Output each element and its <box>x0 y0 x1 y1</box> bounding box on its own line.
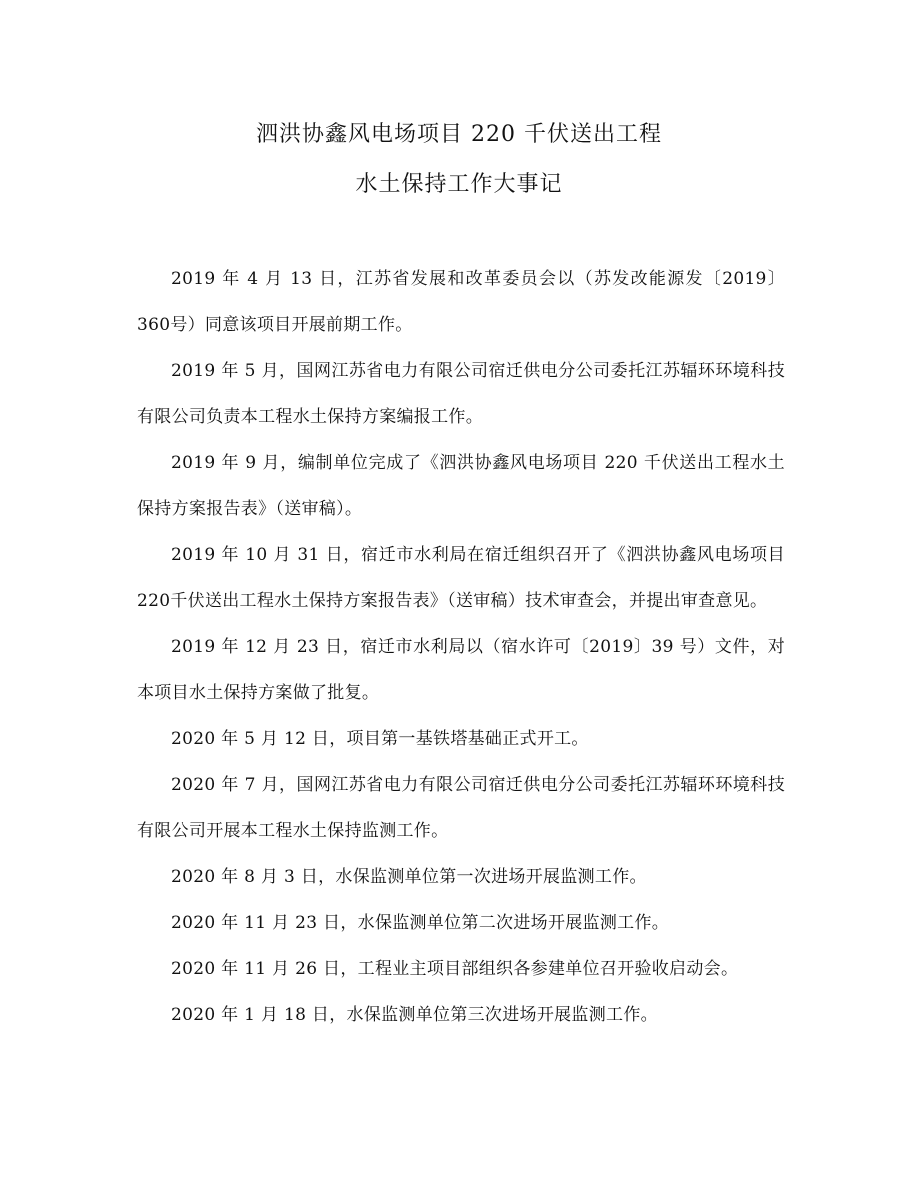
event-paragraph-1: 2019 年 4 月 13 日，江苏省发展和改革委员会以（苏发改能源发〔2019〕360号）同意该项目开展前期工作。 <box>137 269 785 335</box>
event-paragraph-10: 2020 年 11 月 26 日，工程业主项目部组织各参建单位召开验收启动会。 <box>171 959 739 979</box>
document-body <box>137 256 785 1038</box>
event-paragraph-8: 2020 年 8 月 3 日，水保监测单位第一次进场开展监测工作。 <box>171 867 647 887</box>
event-paragraph-5: 2019 年 12 月 23 日，宿迁市水利局以（宿水许可〔2019〕39 号）文件，对本项目水土保持方案做了批复。 <box>137 637 785 703</box>
event-paragraph-4: 2019 年 10 月 31 日，宿迁市水利局在宿迁组织召开了《泗洪协鑫风电场项目 220千伏送出工程水土保持方案报告表》（送审稿）技术审查会，并提出审查意见。 <box>137 545 785 611</box>
event-paragraph-9: 2020 年 11 月 23 日，水保监测单位第二次进场开展监测工作。 <box>171 913 670 933</box>
event-paragraph-3: 2019 年 9 月，编制单位完成了《泗洪协鑫风电场项目 220 千伏送出工程水土保持方案报告表》（送审稿）。 <box>137 453 785 519</box>
event-paragraph-11: 2020 年 1 月 18 日，水保监测单位第三次进场开展监测工作。 <box>171 1005 658 1025</box>
event-paragraph-6: 2020 年 5 月 12 日，项目第一基铁塔基础正式开工。 <box>171 729 589 749</box>
event-paragraph-7: 2020 年 7 月，国网江苏省电力有限公司宿迁供电分公司委托江苏辐环环境科技有限公司开展本工程水土保持监测工作。 <box>137 775 785 841</box>
event-paragraph-2: 2019 年 5 月，国网江苏省电力有限公司宿迁供电分公司委托江苏辐环环境科技有限公司负责本工程水土保持方案编报工作。 <box>137 361 785 427</box>
document-title-line-1: 泗洪协鑫风电场项目 220 千伏送出工程 <box>256 122 662 147</box>
document-title-line-2: 水土保持工作大事记 <box>355 172 563 197</box>
